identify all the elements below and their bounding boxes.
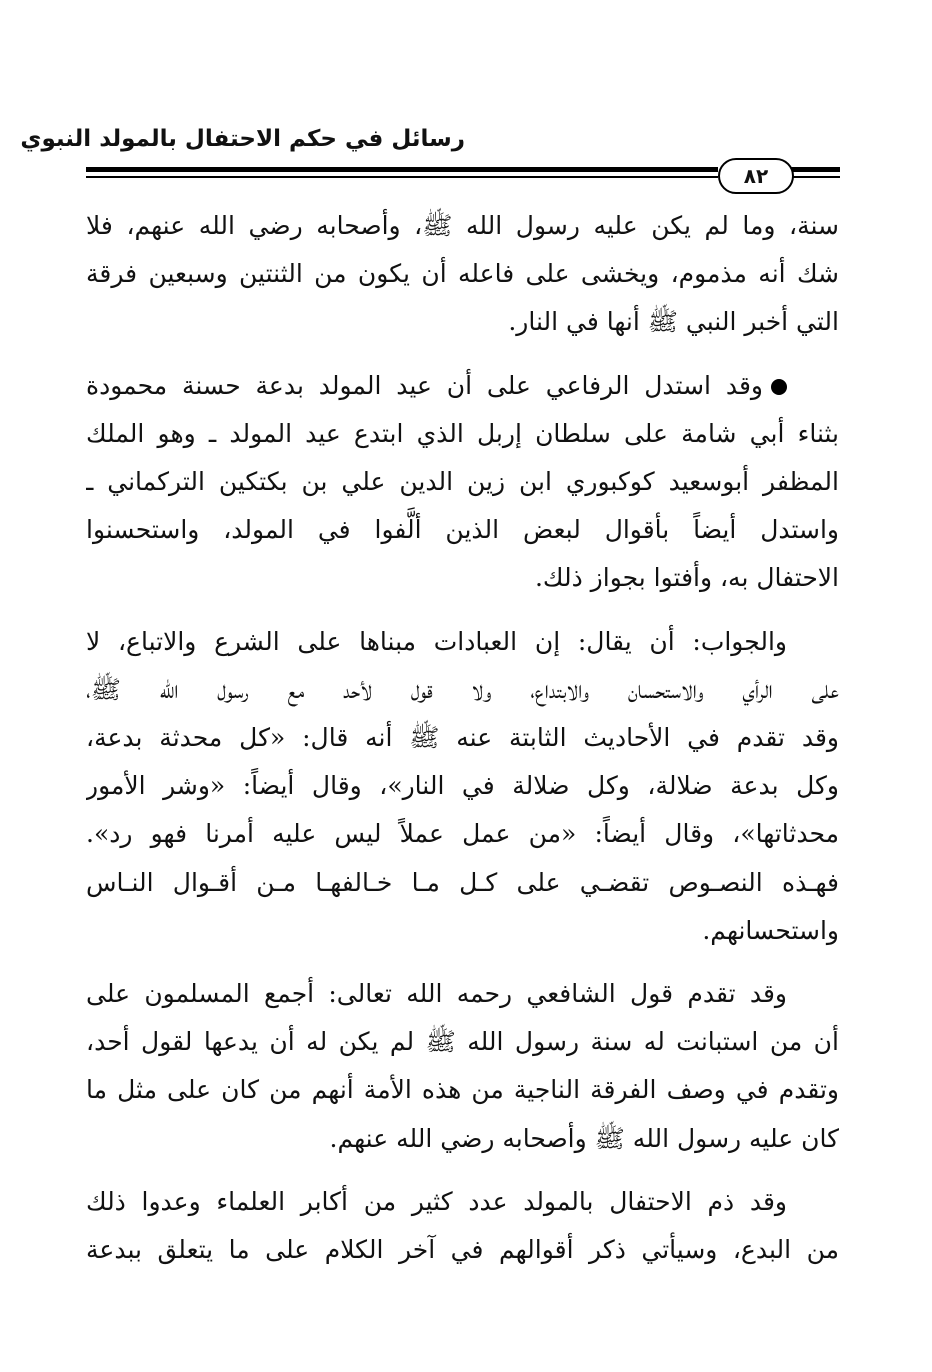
paragraph-4 bbox=[86, 970, 839, 1163]
text-line: والجواب: أن يقال: إن العبادات مبناها على الشرع والاتباع، لا bbox=[86, 626, 787, 656]
text-line-content: وقد استدل الرفاعي على أن عيد المولد بدعة حسنة محمودة bbox=[86, 370, 763, 400]
text-line: شك أنه مذموم، ويخشى على فاعله أن يكون من الثنتين وسبعين فرقة bbox=[86, 259, 839, 289]
body-text bbox=[86, 202, 839, 1274]
header-rule-thick bbox=[86, 167, 718, 172]
text-line: وتقدم في وصف الفرقة الناجية من هذه الأمة أنهم من كان على مثل ما bbox=[86, 1075, 839, 1105]
text-line: من البدع، وسيأتي ذكر أقوالهم في آخر الكلام على ما يتعلق ببدعة bbox=[86, 1235, 839, 1265]
running-header-title: رسائل في حكم الاحتفال بالمولد النبوي bbox=[20, 126, 465, 152]
header-rule-right-thick bbox=[790, 167, 840, 172]
text-line: وقد تقدم قول الشافعي رحمه الله تعالى: أجمع المسلمون على bbox=[86, 979, 787, 1009]
header-rule-thin bbox=[86, 176, 718, 178]
text-line: كان عليه رسول الله ﷺ وأصحابه رضي الله عنهم. bbox=[329, 1123, 839, 1153]
text-line: فهـذه النصـوص تقضـي على كـل مـا خـالفهـا مـن أقـوال النـاس bbox=[86, 867, 839, 897]
text-line: وكل بدعة ضلالة، وكل ضلالة في النار»، وقال أيضاً: «وشر الأمور bbox=[86, 771, 839, 801]
text-line: أن من استبانت له سنة رسول الله ﷺ لم يكن له أن يدعها لقول أحد، bbox=[86, 1027, 839, 1057]
text-line: واستحسانهم. bbox=[702, 915, 839, 945]
paragraph-2 bbox=[86, 362, 839, 603]
text-line: الاحتفال به، وأفتوا بجواز ذلك. bbox=[534, 563, 839, 593]
text-line: المظفر أبوسعيد كوكبوري ابن زين الدين علي بن بكتكين التركماني ـ bbox=[86, 467, 839, 497]
paragraph-5 bbox=[86, 1178, 839, 1274]
text-line: وقد تقدم في الأحاديث الثابتة عنه ﷺ أنه قال: «كل محدثة بدعة، bbox=[86, 723, 839, 753]
text-line: واستدل أيضاً بأقوال لبعض الذين ألَّفوا في المولد، واستحسنوا bbox=[86, 515, 839, 545]
text-line-bulleted bbox=[86, 362, 839, 410]
text-line: التي أخبر النبي ﷺ أنها في النار. bbox=[508, 307, 839, 337]
text-line: على الرأي والاستحسان والابتداع، ولا قول لأحد مع رسول الله ﷺ، bbox=[86, 674, 839, 704]
text-line: وقد ذم الاحتفال بالمولد عدد كثير من أكابر العلماء وعدوا ذلك bbox=[86, 1186, 787, 1216]
text-line: محدثاتها»، وقال أيضاً: «من عمل عملاً ليس عليه أمرنا فهو رد». bbox=[86, 819, 839, 849]
text-line: سنة، وما لم يكن عليه رسول الله ﷺ، وأصحابه رضي الله عنهم، فلا bbox=[86, 211, 839, 240]
bullet-icon bbox=[771, 379, 787, 395]
paragraph-1 bbox=[86, 202, 839, 347]
header-rule-right-thin bbox=[790, 176, 840, 178]
text-line: بثناء أبي شامة على سلطان إربل الذي ابتدع عيد المولد ـ وهو الملك bbox=[86, 418, 839, 448]
page-number: ٨٢ bbox=[718, 158, 794, 194]
paragraph-3 bbox=[86, 618, 839, 955]
